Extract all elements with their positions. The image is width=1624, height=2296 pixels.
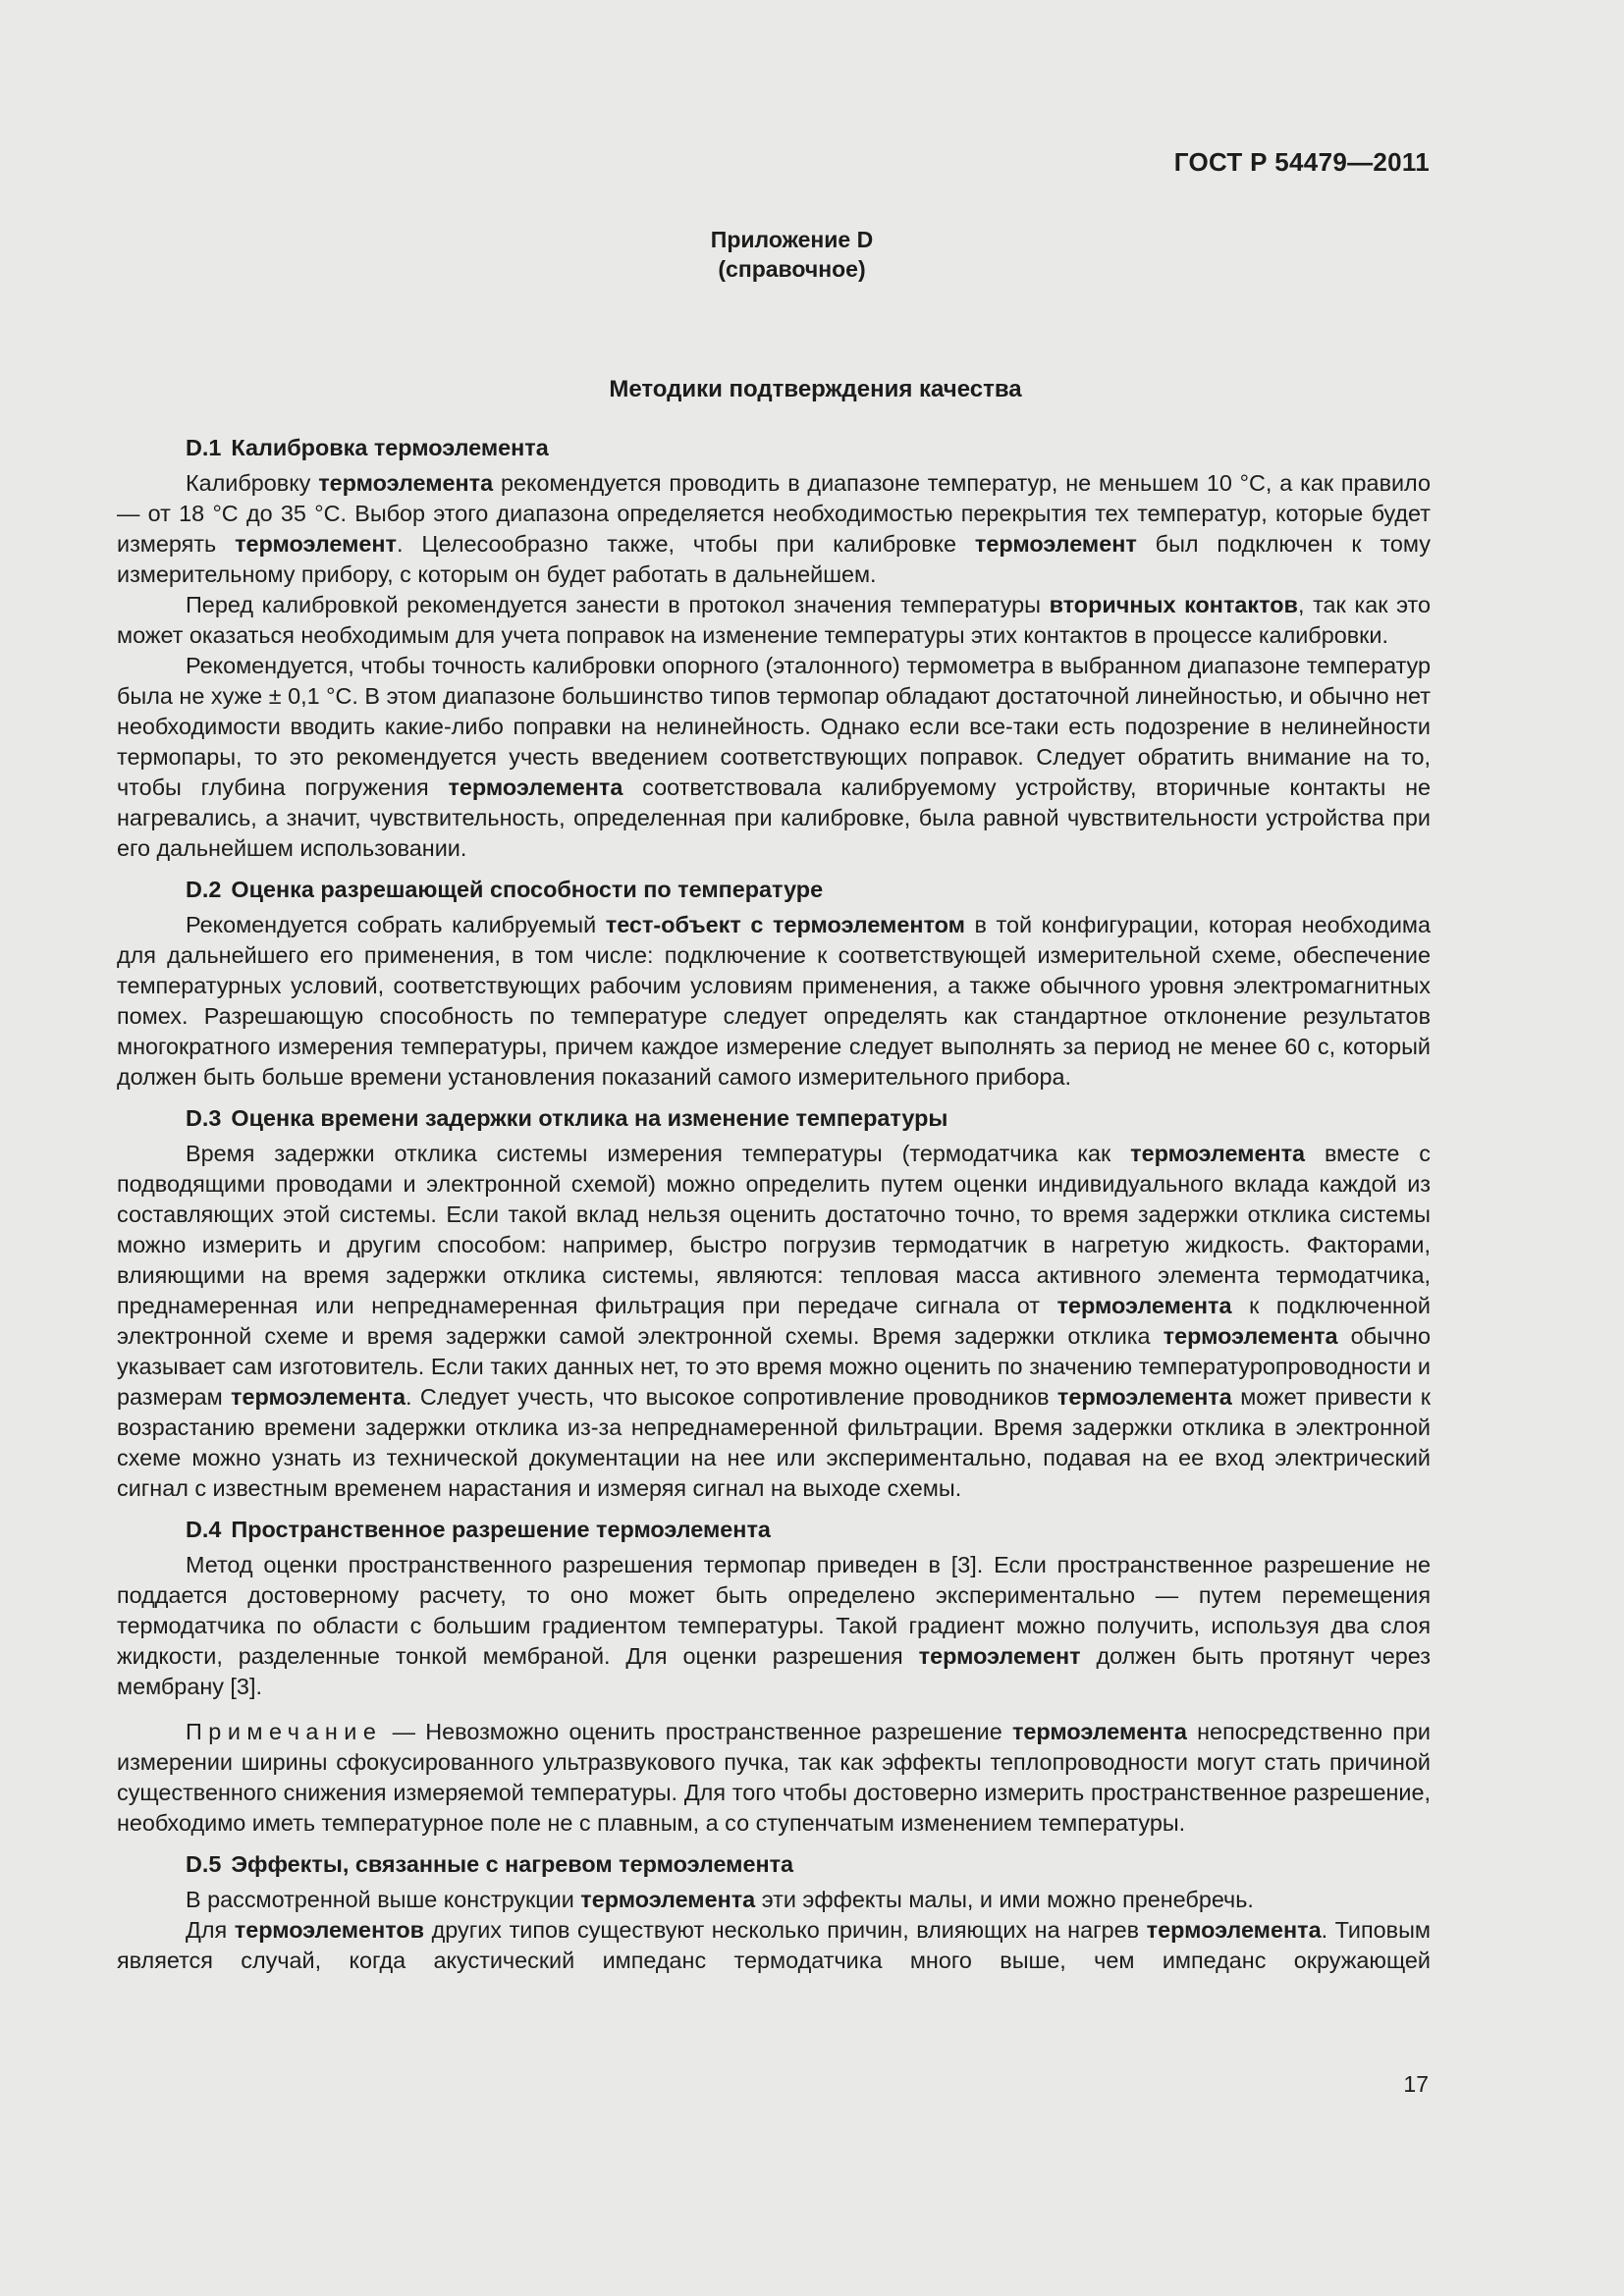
bold-term: термоэлемента <box>580 1887 756 1912</box>
page-number: 17 <box>1403 2071 1429 2097</box>
bold-term: термоэлемента <box>1056 1384 1232 1410</box>
text-run: Перед калибровкой рекомендуется занести в протокол значения температуры <box>186 592 1050 617</box>
text-run: — Невозможно оценить пространственное разрешение <box>382 1719 1012 1744</box>
bold-term: термоэлементов <box>234 1917 425 1943</box>
paragraph <box>117 1550 1431 1702</box>
section-number: D.5 <box>186 1851 222 1877</box>
paragraph <box>117 590 1431 651</box>
text-run: к подключенной электронной схеме и время задержки самой электронной схемы. Время задержки отклика <box>117 1293 1431 1349</box>
section-title: Пространственное разрешение термоэлемента <box>231 1517 771 1542</box>
bold-term: термоэлемент <box>235 531 397 557</box>
note-label: Примечание <box>186 1719 383 1744</box>
text-run: Метод оценки пространственного разрешения термопар приведен в [3]. Если пространственное разрешение не поддается достоверному расчету, то оно может быть определено экспериментально — путем перемещения термодатчика по области с большим градиентом температуры. Такой градиент можно получить, используя два слоя жидкости, разделенные тонкой мембраной. Для оценки разрешения <box>117 1552 1431 1669</box>
text-run: был подключен к тому измерительному прибору, с которым он будет работать в дальнейшем. <box>117 531 1431 587</box>
annex-type: (справочное) <box>718 256 866 282</box>
text-run: Рекомендуется собрать калибруемый <box>186 912 606 937</box>
bold-term: тест-объект с термоэлементом <box>605 912 965 937</box>
bold-term: термоэлемента <box>448 774 623 800</box>
text-run: . Целесообразно также, чтобы при калибровке <box>396 531 975 557</box>
section-heading <box>117 875 1431 905</box>
text-run: других типов существуют несколько причин, влияющих на нагрев <box>424 1917 1147 1943</box>
paragraph <box>117 651 1431 864</box>
text-run: может привести к возрастанию времени задержки отклика из-за непреднамеренной фильтрации. Время задержки отклика в электронной схеме можно узнать из технической документации на нее или экспериментально, подавая на ее вход электрический сигнал с известным временем нарастания и измеряя сигнал на выходе схемы. <box>117 1384 1431 1501</box>
section-number: D.2 <box>186 877 222 902</box>
text-run: . Следует учесть, что высокое сопротивление проводников <box>405 1384 1057 1410</box>
section-title: Калибровка термоэлемента <box>231 435 549 460</box>
section-title: Оценка разрешающей способности по температуре <box>231 877 824 902</box>
text-run: Калибровку <box>186 470 319 496</box>
bold-term: термоэлемента <box>1163 1323 1338 1349</box>
section-number: D.4 <box>186 1517 222 1542</box>
section-heading <box>117 1103 1431 1134</box>
bold-term: термоэлемента <box>1056 1293 1232 1318</box>
text-run: Рекомендуется, чтобы точность калибровки опорного (эталонного) термометра в выбранном диапазоне температур была не хуже ± 0,1 °С. В этом диапазоне большинство типов термопар обладают достаточной линейностью, и обычно нет необходимости вводить какие-либо поправки на нелинейность. Однако если все-таки есть подозрение в нелинейности термопары, то это рекомендуется учесть введением соответствующих поправок. Следует обратить внимание на то, чтобы глубина погружения <box>117 653 1431 800</box>
annex-heading <box>0 225 1584 284</box>
section-heading <box>117 433 1431 463</box>
section-number: D.3 <box>186 1105 222 1131</box>
bold-term: термоэлемент <box>918 1643 1081 1669</box>
bold-term: термоэлемент <box>974 531 1137 557</box>
text-run: Для <box>186 1917 235 1943</box>
paragraph <box>117 1139 1431 1504</box>
standard-number: ГОСТ Р 54479—2011 <box>1173 147 1430 177</box>
bold-term: термоэлемента <box>1146 1917 1322 1943</box>
text-run: эти эффекты малы, и ими можно пренебречь. <box>755 1887 1254 1912</box>
bold-term: термоэлемента <box>1011 1719 1187 1744</box>
bold-term: термоэлемента <box>231 1384 406 1410</box>
text-run: обычно указывает сам изготовитель. Если таких данных нет, то это время можно оценить по значению температуропроводности и размерам <box>117 1323 1431 1410</box>
document-title: Методики подтверждения качества <box>609 376 1022 402</box>
note-paragraph <box>117 1717 1431 1839</box>
section-heading <box>117 1515 1431 1545</box>
bold-term: вторичных контактов <box>1049 592 1298 617</box>
text-run: рекомендуется проводить в диапазоне температур, не меньшем 10 °С, а как правило — от 18 °С до 35 °С. Выбор этого диапазона определяется необходимостью перекрытия тех температур, которые будет измерять <box>117 470 1431 557</box>
annex-label: Приложение D <box>710 227 874 252</box>
text-run: соответствовала калибруемому устройству, вторичные контакты не нагревались, а значит, чувствительность, определенная при калибровке, была равной чувствительности устройства при его дальнейшем использовании. <box>117 774 1431 861</box>
text-run: в той конфигурации, которая необходима для дальнейшего его применения, в том числе: подключение к соответствующей измерительной схеме, обеспечение температурных условий, соответствующих рабочим условиям применения, а также обычного уровня электромагнитных помех. Разрешающую способность по температуре следует определять как стандартное отклонение результатов многократного измерения температуры, причем каждое измерение следует выполнять за период не менее 60 с, который должен быть больше времени установления показаний самого измерительного прибора. <box>117 912 1431 1090</box>
paragraph <box>117 1915 1431 1976</box>
text-run: вместе с подводящими проводами и электронной схемой) можно определить путем оценки индивидуального вклада каждой из составляющих этой системы. Если такой вклад нельзя оценить достаточно точно, то время задержки отклика системы можно измерить и другим способом: например, быстро погрузив термодатчик в нагретую жидкость. Факторами, влияющими на время задержки отклика системы, являются: тепловая масса активного элемента термодатчика, преднамеренная или непреднамеренная фильтрация при передаче сигнала от <box>117 1141 1431 1318</box>
section-heading <box>117 1849 1431 1880</box>
paragraph <box>117 1885 1431 1915</box>
section-title: Оценка времени задержки отклика на изменение температуры <box>231 1105 948 1131</box>
document-body <box>117 433 1431 1976</box>
paragraph <box>117 468 1431 590</box>
paragraph <box>117 910 1431 1093</box>
bold-term: термоэлемента <box>1130 1141 1306 1166</box>
text-run: В рассмотренной выше конструкции <box>186 1887 581 1912</box>
bold-term: термоэлемента <box>318 470 494 496</box>
section-number: D.1 <box>186 435 222 460</box>
text-run: должен быть протянут через мембрану [3]. <box>117 1643 1431 1699</box>
text-run: непосредственно при измерении ширины сфокусированного ультразвукового пучка, так как эффекты теплопроводности могут стать причиной существенного снижения измеряемой температуры. Для того чтобы достоверно измерить пространственное разрешение, необходимо иметь температурное поле не с плавным, а со ступенчатым изменением температуры. <box>117 1719 1431 1836</box>
section-title: Эффекты, связанные с нагревом термоэлемента <box>231 1851 794 1877</box>
text-run: , так как это может оказаться необходимым для учета поправок на изменение температуры этих контактов в процессе калибровки. <box>117 592 1431 648</box>
text-run: . Типовым является случай, когда акустический импеданс термодатчика много выше, чем импеданс окружающей <box>117 1917 1431 1973</box>
text-run: Время задержки отклика системы измерения температуры (термодатчика как <box>186 1141 1131 1166</box>
